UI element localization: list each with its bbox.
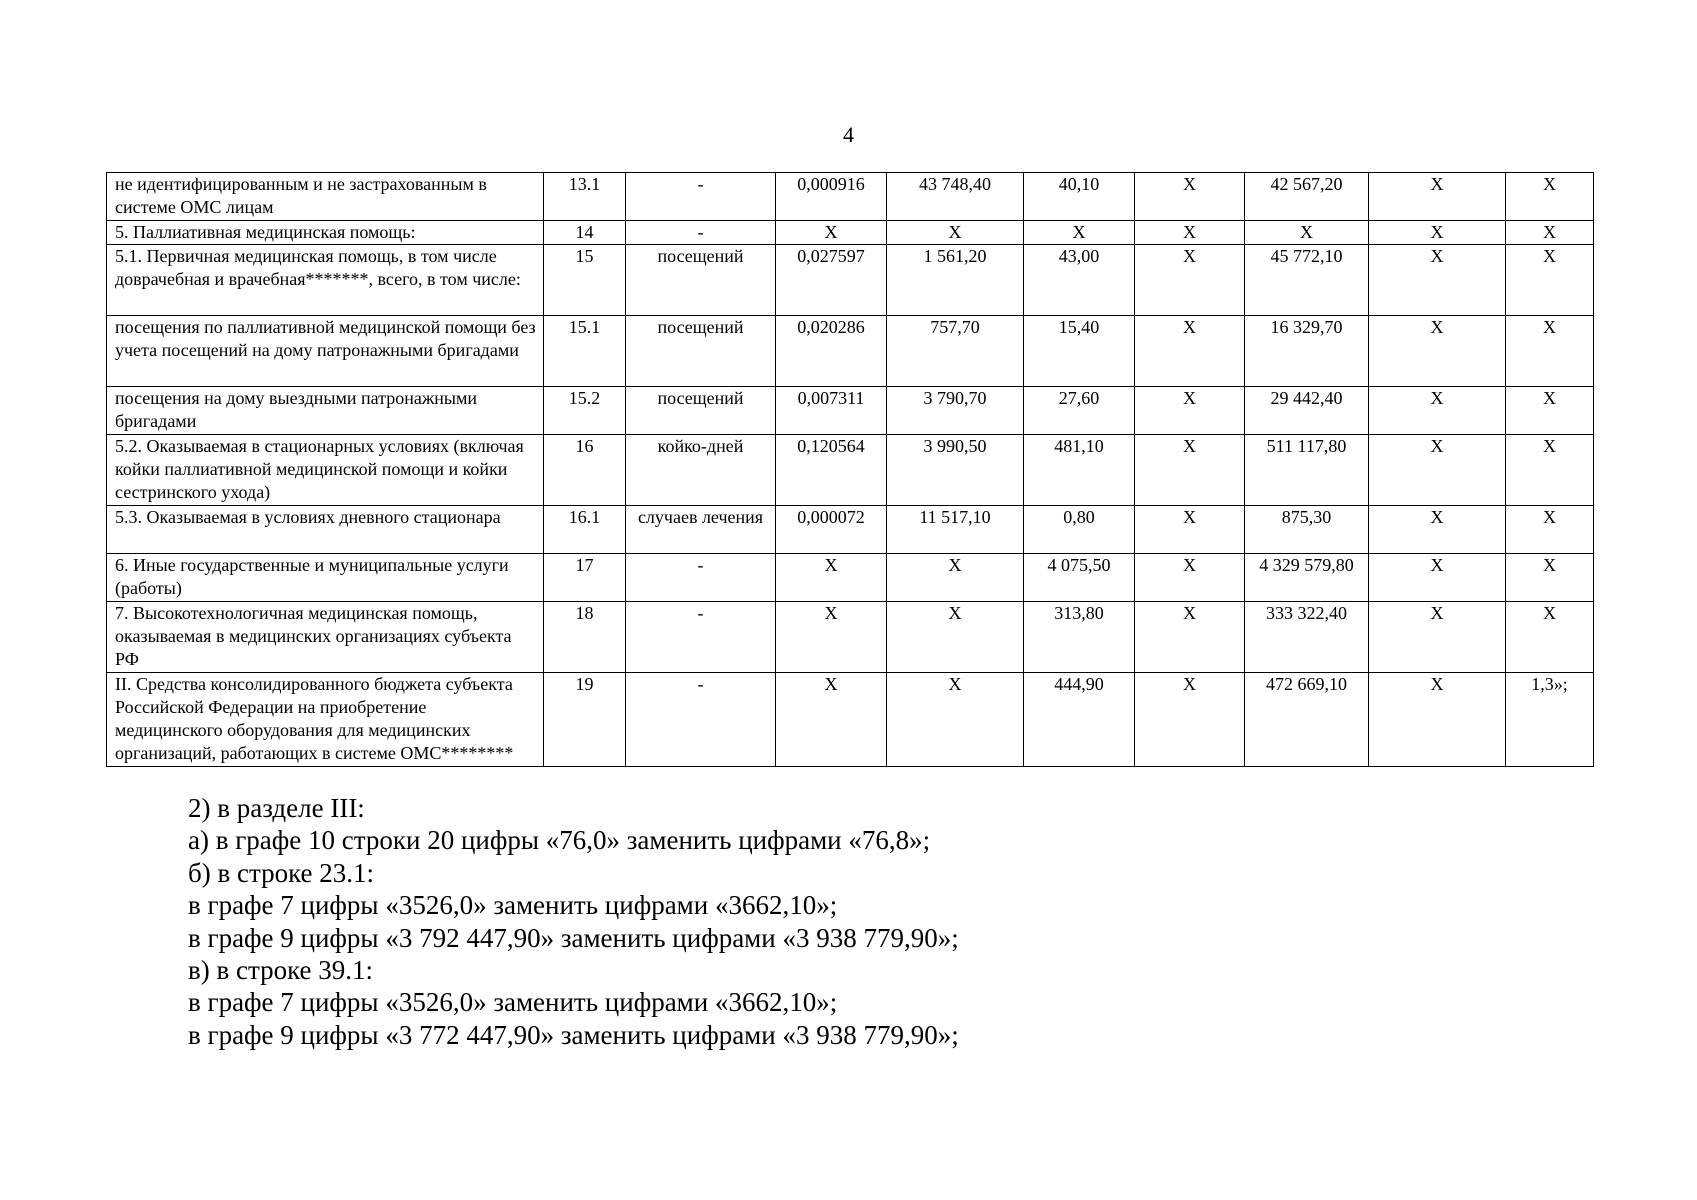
cell-per-capita-oms: Х (1135, 554, 1245, 602)
cell-row-name: не идентифицированным и не застрахованным в системе ОМС лицам (107, 173, 544, 221)
cell-total: 4 329 579,80 (1245, 554, 1369, 602)
cell-per-capita-oms: Х (1135, 673, 1245, 767)
table-row (107, 173, 1594, 221)
cell-total-oms: Х (1369, 554, 1506, 602)
cell-total-oms: Х (1369, 435, 1506, 506)
cell-norm-volume: 0,120564 (776, 435, 887, 506)
amendment-line: в) в строке 39.1: (188, 955, 374, 986)
table-row (107, 221, 1594, 245)
cell-norm-volume: 0,000916 (776, 173, 887, 221)
cell-share: Х (1506, 316, 1594, 387)
cell-row-name: II. Средства консолидированного бюджета субъекта Российской Федерации на приобретение медицинского оборудования для медицинских организаций, работающих в системе ОМС******** (107, 673, 544, 767)
cell-total: 16 329,70 (1245, 316, 1369, 387)
cell-per-capita: 0,80 (1024, 506, 1135, 554)
table-body (107, 173, 1594, 767)
cell-share: Х (1506, 435, 1594, 506)
cell-per-capita-oms: Х (1135, 316, 1245, 387)
cell-norm-cost: Х (887, 602, 1024, 673)
cell-per-capita: 4 075,50 (1024, 554, 1135, 602)
cell-norm-volume: Х (776, 602, 887, 673)
cell-norm-cost: Х (887, 673, 1024, 767)
cell-norm-cost: 3 790,70 (887, 387, 1024, 435)
table-row (107, 602, 1594, 673)
table-row (107, 673, 1594, 767)
cell-total: 333 322,40 (1245, 602, 1369, 673)
cell-unit: посещений (626, 316, 776, 387)
cell-row-code: 15.1 (544, 316, 626, 387)
cell-row-code: 14 (544, 221, 626, 245)
cell-unit: - (626, 221, 776, 245)
table-row (107, 506, 1594, 554)
cell-row-code: 13.1 (544, 173, 626, 221)
cell-share: Х (1506, 387, 1594, 435)
cell-row-code: 15.2 (544, 387, 626, 435)
cell-share: Х (1506, 173, 1594, 221)
page-number: 4 (843, 122, 854, 147)
cell-norm-cost: 1 561,20 (887, 245, 1024, 316)
cell-share: Х (1506, 602, 1594, 673)
cell-row-code: 17 (544, 554, 626, 602)
cell-norm-cost: 43 748,40 (887, 173, 1024, 221)
cell-per-capita: 40,10 (1024, 173, 1135, 221)
cell-per-capita: Х (1024, 221, 1135, 245)
cell-share: Х (1506, 221, 1594, 245)
cell-row-code: 18 (544, 602, 626, 673)
table-row (107, 554, 1594, 602)
cell-norm-volume: 0,027597 (776, 245, 887, 316)
amendment-line: б) в строке 23.1: (188, 857, 375, 888)
cell-share: Х (1506, 554, 1594, 602)
cell-norm-volume: Х (776, 221, 887, 245)
cell-total: 472 669,10 (1245, 673, 1369, 767)
cell-row-name: 5.1. Первичная медицинская помощь, в том числе доврачебная и врачебная*******, всего, в том числе: (107, 245, 544, 316)
cell-per-capita: 481,10 (1024, 435, 1135, 506)
cell-per-capita-oms: Х (1135, 387, 1245, 435)
cell-total-oms: Х (1369, 173, 1506, 221)
cell-per-capita-oms: Х (1135, 245, 1245, 316)
cell-total-oms: Х (1369, 673, 1506, 767)
cell-norm-cost: Х (887, 554, 1024, 602)
cell-row-name: посещения по паллиативной медицинской помощи без учета посещений на дому патронажными бригадами (107, 316, 544, 387)
cell-share: Х (1506, 245, 1594, 316)
cell-row-code: 19 (544, 673, 626, 767)
cell-unit: - (626, 173, 776, 221)
cell-per-capita-oms: Х (1135, 506, 1245, 554)
cell-row-name: 7. Высокотехнологичная медицинская помощь, оказываемая в медицинских организациях субъекта РФ (107, 602, 544, 673)
cell-row-name: 6. Иные государственные и муниципальные услуги (работы) (107, 554, 544, 602)
amendment-line: 2) в разделе III: (188, 793, 365, 823)
amendments-text (188, 792, 959, 1051)
amendment-line: в графе 9 цифры «3 772 447,90» заменить цифрами «3 938 779,90»; (188, 1019, 959, 1050)
amendment-line: в графе 9 цифры «3 792 447,90» заменить цифрами «3 938 779,90»; (188, 922, 959, 953)
cell-norm-cost: Х (887, 221, 1024, 245)
cell-total: 511 117,80 (1245, 435, 1369, 506)
amendment-line: в графе 7 цифры «3526,0» заменить цифрами «3662,10»; (188, 890, 838, 921)
cell-per-capita: 43,00 (1024, 245, 1135, 316)
cell-norm-volume: 0,007311 (776, 387, 887, 435)
cell-norm-volume: Х (776, 554, 887, 602)
cell-norm-cost: 757,70 (887, 316, 1024, 387)
cell-share: 1,3»; (1506, 673, 1594, 767)
cell-unit: койко-дней (626, 435, 776, 506)
amendment-line: а) в графе 10 строки 20 цифры «76,0» заменить цифрами «76,8»; (188, 825, 931, 856)
cell-row-name: 5. Паллиативная медицинская помощь: (107, 221, 544, 245)
cell-total-oms: Х (1369, 245, 1506, 316)
cell-row-name: 5.2. Оказываемая в стационарных условиях (включая койки паллиативной медицинской помощи и койки сестринского ухода) (107, 435, 544, 506)
cell-per-capita: 15,40 (1024, 316, 1135, 387)
cell-norm-volume: 0,000072 (776, 506, 887, 554)
cell-unit: - (626, 602, 776, 673)
cell-unit: посещений (626, 387, 776, 435)
cell-unit: случаев лечения (626, 506, 776, 554)
cell-per-capita-oms: Х (1135, 602, 1245, 673)
cell-total: 42 567,20 (1245, 173, 1369, 221)
cell-total: 29 442,40 (1245, 387, 1369, 435)
cell-norm-volume: 0,020286 (776, 316, 887, 387)
table-row (107, 387, 1594, 435)
cell-total: Х (1245, 221, 1369, 245)
cell-per-capita-oms: Х (1135, 435, 1245, 506)
cell-total-oms: Х (1369, 316, 1506, 387)
cell-total-oms: Х (1369, 387, 1506, 435)
cell-share: Х (1506, 506, 1594, 554)
cell-per-capita: 444,90 (1024, 673, 1135, 767)
cell-norm-volume: Х (776, 673, 887, 767)
cell-total-oms: Х (1369, 602, 1506, 673)
cell-unit: посещений (626, 245, 776, 316)
cell-norm-cost: 3 990,50 (887, 435, 1024, 506)
cell-row-code: 16 (544, 435, 626, 506)
cell-unit: - (626, 554, 776, 602)
cell-row-code: 15 (544, 245, 626, 316)
cell-per-capita: 313,80 (1024, 602, 1135, 673)
cell-total-oms: Х (1369, 506, 1506, 554)
table-row (107, 316, 1594, 387)
cell-per-capita-oms: Х (1135, 221, 1245, 245)
cell-total-oms: Х (1369, 221, 1506, 245)
table-row (107, 435, 1594, 506)
cell-per-capita: 27,60 (1024, 387, 1135, 435)
cell-unit: - (626, 673, 776, 767)
cell-row-name: посещения на дому выездными патронажными бригадами (107, 387, 544, 435)
cell-total: 875,30 (1245, 506, 1369, 554)
cell-per-capita-oms: Х (1135, 173, 1245, 221)
cell-row-name: 5.3. Оказываемая в условиях дневного стационара (107, 506, 544, 554)
cell-total: 45 772,10 (1245, 245, 1369, 316)
table-row (107, 245, 1594, 316)
cell-norm-cost: 11 517,10 (887, 506, 1024, 554)
cell-row-code: 16.1 (544, 506, 626, 554)
data-table (106, 172, 1594, 767)
amendment-line: в графе 7 цифры «3526,0» заменить цифрами «3662,10»; (188, 987, 838, 1018)
